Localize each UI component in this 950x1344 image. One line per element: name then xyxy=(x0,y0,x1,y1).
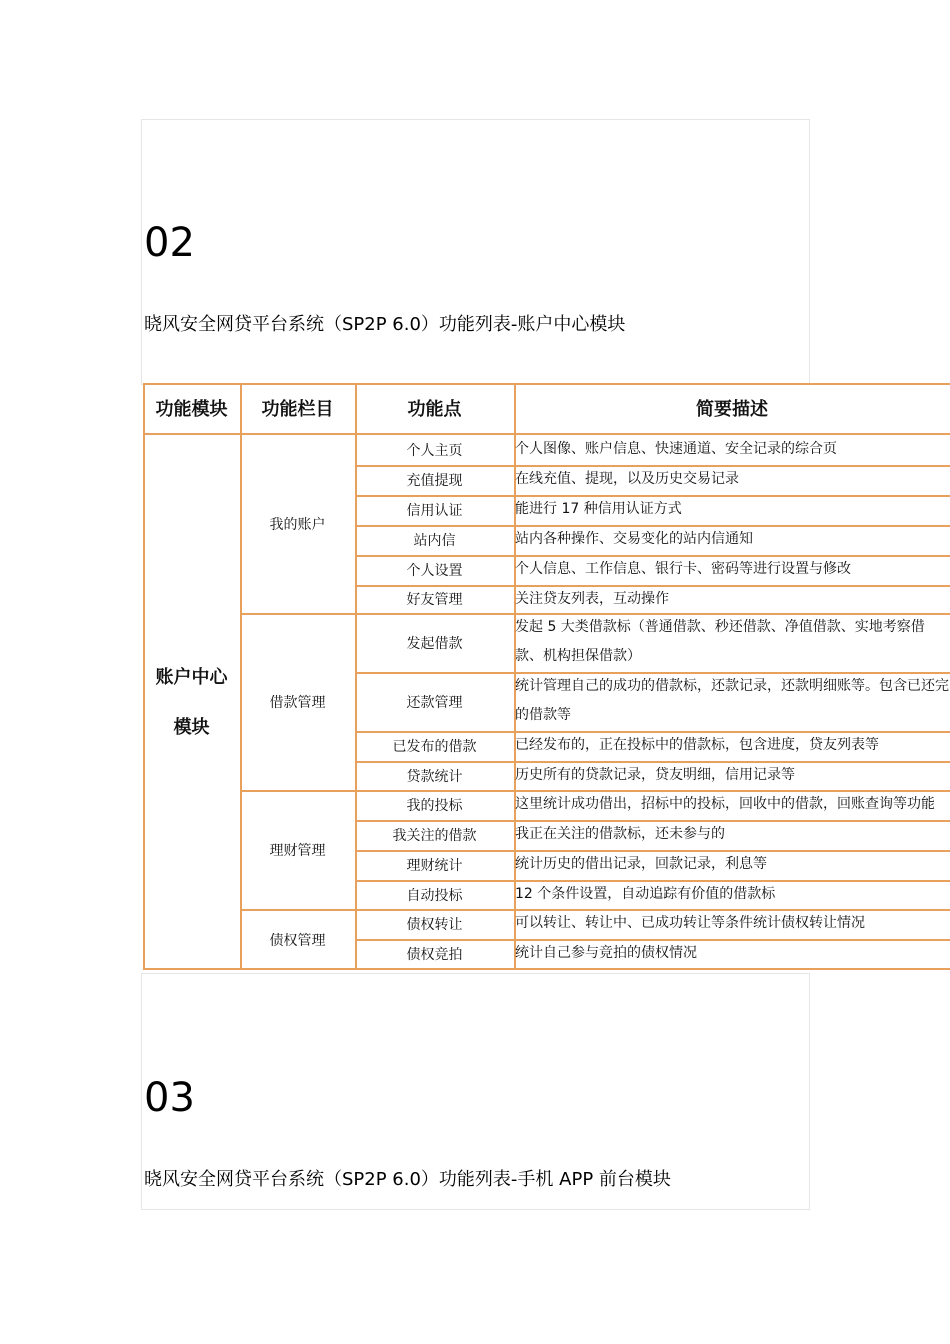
desc-cell: 发起 5 大类借款标（普通借款、秒还借款、净值借款、实地考察借款、机构担保借款） xyxy=(514,613,950,674)
section-02-title: 晓风安全网贷平台系统（SP2P 6.0）功能列表-账户中心模块 xyxy=(144,314,626,335)
desc-cell: 历史所有的贷款记录，贷友明细，信用记录等 xyxy=(514,761,950,792)
header-point: 功能点 xyxy=(355,383,516,435)
desc-cell: 统计自己参与竞拍的债权情况 xyxy=(514,939,950,970)
point-cell: 还款管理 xyxy=(355,672,516,733)
module-line-2: 模块 xyxy=(173,716,210,738)
section-03-title: 晓风安全网贷平台系统（SP2P 6.0）功能列表-手机 APP 前台模块 xyxy=(144,1169,671,1190)
point-cell: 信用认证 xyxy=(355,495,516,527)
column-my-account: 我的账户 xyxy=(240,435,357,615)
desc-cell: 统计管理自己的成功的借款标，还款记录，还款明细账等。包含已还完的借款等 xyxy=(514,672,950,733)
section-02-frame xyxy=(141,119,810,385)
desc-cell: 可以转让、转让中、已成功转让等条件统计债权转让情况 xyxy=(514,909,950,941)
point-cell: 充值提现 xyxy=(355,465,516,497)
point-cell: 好友管理 xyxy=(355,585,516,615)
point-cell: 贷款统计 xyxy=(355,761,516,792)
desc-cell: 统计历史的借出记录，回款记录，利息等 xyxy=(514,850,950,882)
point-cell: 个人主页 xyxy=(355,435,516,467)
module-line-1: 账户中心 xyxy=(155,666,228,688)
header-column: 功能栏目 xyxy=(240,383,357,435)
desc-cell: 已经发布的，正在投标中的借款标，包含进度，贷友列表等 xyxy=(514,731,950,763)
point-cell: 债权竞拍 xyxy=(355,939,516,970)
column-wealth-management: 理财管理 xyxy=(240,790,357,911)
point-cell: 理财统计 xyxy=(355,850,516,882)
point-cell: 已发布的借款 xyxy=(355,731,516,763)
point-cell: 个人设置 xyxy=(355,555,516,587)
desc-cell: 个人信息、工作信息、银行卡、密码等进行设置与修改 xyxy=(514,555,950,587)
header-module: 功能模块 xyxy=(143,383,242,435)
point-cell: 我的投标 xyxy=(355,790,516,822)
desc-cell: 个人图像、账户信息、快速通道、安全记录的综合页 xyxy=(514,435,950,467)
module-cell xyxy=(143,435,242,970)
point-cell: 发起借款 xyxy=(355,613,516,674)
desc-cell: 12 个条件设置，自动追踪有价值的借款标 xyxy=(514,880,950,911)
point-cell: 自动投标 xyxy=(355,880,516,911)
desc-cell: 关注贷友列表，互动操作 xyxy=(514,585,950,615)
section-02-number: 02 xyxy=(144,220,195,266)
column-loan-management: 借款管理 xyxy=(240,613,357,792)
desc-cell: 能进行 17 种信用认证方式 xyxy=(514,495,950,527)
desc-cell: 我正在关注的借款标，还未参与的 xyxy=(514,820,950,852)
desc-cell: 这里统计成功借出，招标中的投标，回收中的借款，回账查询等功能 xyxy=(514,790,950,822)
point-cell: 站内信 xyxy=(355,525,516,557)
desc-cell: 站内各种操作、交易变化的站内信通知 xyxy=(514,525,950,557)
point-cell: 债权转让 xyxy=(355,909,516,941)
point-cell: 我关注的借款 xyxy=(355,820,516,852)
desc-cell: 在线充值、提现，以及历史交易记录 xyxy=(514,465,950,497)
header-description: 简要描述 xyxy=(514,383,950,435)
function-table xyxy=(143,383,950,970)
column-debt-management: 债权管理 xyxy=(240,909,357,970)
section-03-number: 03 xyxy=(144,1075,195,1121)
